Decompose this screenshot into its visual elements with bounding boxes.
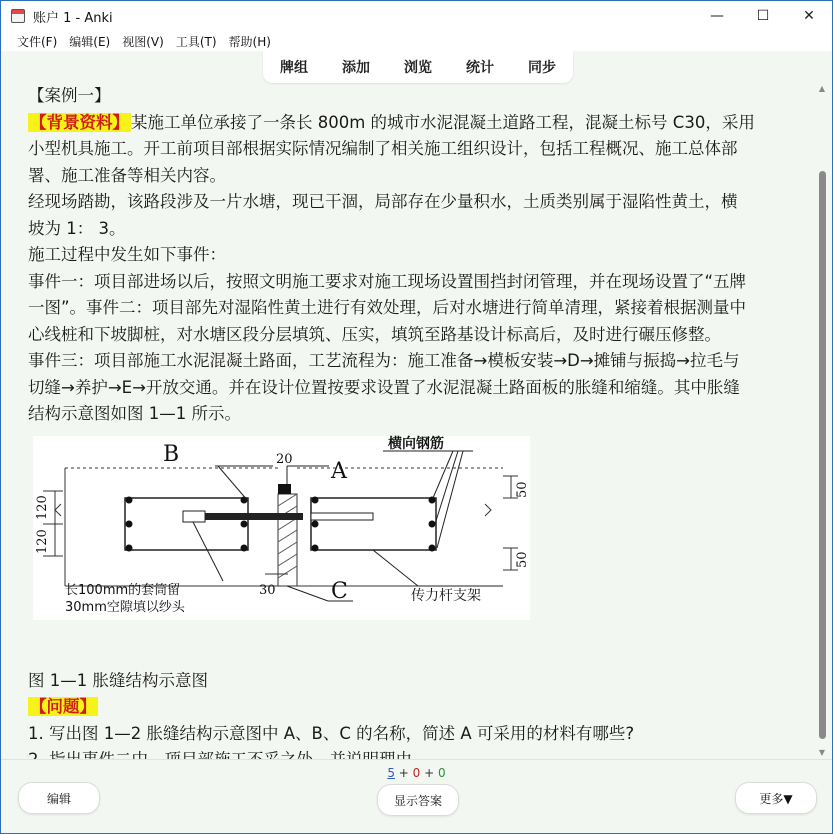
label-sleeve-1: 长100mm的套筒留 <box>65 582 181 598</box>
scroll-thumb[interactable] <box>819 171 826 739</box>
toolbar-sync[interactable]: 同步 <box>528 60 556 76</box>
menu-file[interactable]: 文件(F) <box>17 34 58 49</box>
right-rebar-cage <box>311 498 436 550</box>
show-answer-button[interactable]: 显示答案 <box>377 784 459 816</box>
label-B: B <box>163 441 180 467</box>
label-rebar: 横向钢筋 <box>388 435 444 452</box>
right-break-mark <box>485 504 491 516</box>
question-tag: 【问题】 <box>30 697 96 716</box>
review-bottom-bar <box>1 759 832 833</box>
card-line-6: 施工过程中发生如下事件： <box>28 245 226 264</box>
minimize-button[interactable]: — <box>710 8 724 24</box>
card-line-7: 事件一：项目部进场以后，按照文明施工要求对施工现场设置围挡封闭管理，并在现场设置了“五牌 <box>28 271 747 291</box>
card-line-1: 【背景资料】 某施工单位承接了一条长 800m 的城市水泥混凝土道路工程，混凝土标号 C30，采用 <box>30 112 755 132</box>
figure-caption: 图 1—1 胀缝结构示意图 <box>28 670 208 690</box>
menu-help[interactable]: 帮助(H) <box>228 34 271 49</box>
menu-edit[interactable]: 编辑(E) <box>69 34 111 49</box>
anki-app-icon <box>11 9 25 23</box>
scroll-down-icon[interactable]: ▼ <box>818 748 826 757</box>
label-A: A <box>331 458 347 484</box>
toolbar-stats[interactable]: 统计 <box>466 60 494 76</box>
dim-20: 20 <box>276 451 293 467</box>
due-counts: 5 + 0 + 0 <box>387 766 446 780</box>
label-sleeve-2: 30mm空隙填以纱头 <box>65 599 185 615</box>
dim-120-top: 120 <box>35 494 50 520</box>
label-C: C <box>331 578 348 604</box>
dim-50-bottom: 50 <box>515 550 530 568</box>
menu-view[interactable]: 视图(V) <box>122 34 164 49</box>
title-bar <box>1 1 832 31</box>
card-line-2: 小型机具施工。开工前项目部根据实际情况编制了相关施工组织设计，包括工程概况、施工总体部 <box>28 139 738 158</box>
card-line-3: 署、施工准备等相关内容。 <box>28 165 226 185</box>
question-line <box>11 694 814 721</box>
close-button[interactable]: ✕ <box>803 8 815 24</box>
count-review: 0 <box>438 766 446 780</box>
menu-bar <box>1 31 832 51</box>
left-break-mark <box>55 504 61 516</box>
joint-sealant-A <box>278 484 291 494</box>
dowel-free-end <box>311 513 373 520</box>
toolbar-add[interactable]: 添加 <box>342 60 370 76</box>
card-line-10: 事件三：项目部施工水泥混凝土路面，工艺流程为：施工准备→模板安装→D→摊铺与振捣→拉毛与 <box>28 351 740 370</box>
card-line-9: 心线桩和下坡脚桩，对水塘区段分层填筑、压实，填筑至路基设计标高后，及时进行碾压修整。 <box>28 324 721 344</box>
question-1: 1. 写出图 1—2 胀缝结构示意图中 A、B、C 的名称，简述 A 可采用的材料有哪些? <box>28 723 635 743</box>
count-learn: 0 <box>412 766 421 780</box>
card-content <box>11 83 814 759</box>
dim-50-top: 50 <box>515 480 530 498</box>
maximize-button[interactable]: ☐ <box>756 8 770 24</box>
left-rebar-cage <box>125 498 248 550</box>
card-line-12: 结构示意图如图 1—1 所示。 <box>28 404 241 423</box>
toolbar-decks[interactable]: 牌组 <box>280 60 308 76</box>
edit-button[interactable]: 编辑 <box>18 782 100 814</box>
more-button[interactable]: 更多▼ <box>735 782 817 814</box>
window-controls <box>694 1 832 31</box>
sleeve <box>183 511 205 522</box>
menu-tools[interactable]: 工具(T) <box>175 34 217 49</box>
card-line-4: 经现场踏勘，该路段涉及一片水塘，现已干涸，局部存在少量积水，土质类别属于湿陷性黄土，横 <box>28 192 738 211</box>
card-line-8: 一图”。事件二：项目部先对湿陷性黄土进行有效处理，后对水塘进行简单清理，紧接着根据测量中 <box>28 298 747 317</box>
toolbar-browse[interactable]: 浏览 <box>404 60 432 76</box>
label-support: 传力杆支架 <box>411 587 481 604</box>
dim-120-bottom: 120 <box>35 528 50 554</box>
dim-30: 30 <box>259 582 276 598</box>
count-new: 5 <box>387 766 395 780</box>
expansion-joint-diagram <box>33 436 530 620</box>
card-line-11: 切缝→养护→E→开放交通。并在设计位置按要求设置了水泥混凝土路面板的胀缝和缩缝。其中胀缝 <box>28 377 740 397</box>
case-heading: 【案例一】 <box>28 86 111 105</box>
card-line-5: 坡为 1： 3。 <box>28 218 126 238</box>
main-toolbar <box>263 51 573 83</box>
card-scrollbar[interactable] <box>816 83 828 759</box>
background-tag: 【背景资料】 <box>30 112 129 132</box>
window-title: 账户 1 - Anki <box>33 10 113 26</box>
scroll-up-icon[interactable]: ▲ <box>818 84 826 93</box>
